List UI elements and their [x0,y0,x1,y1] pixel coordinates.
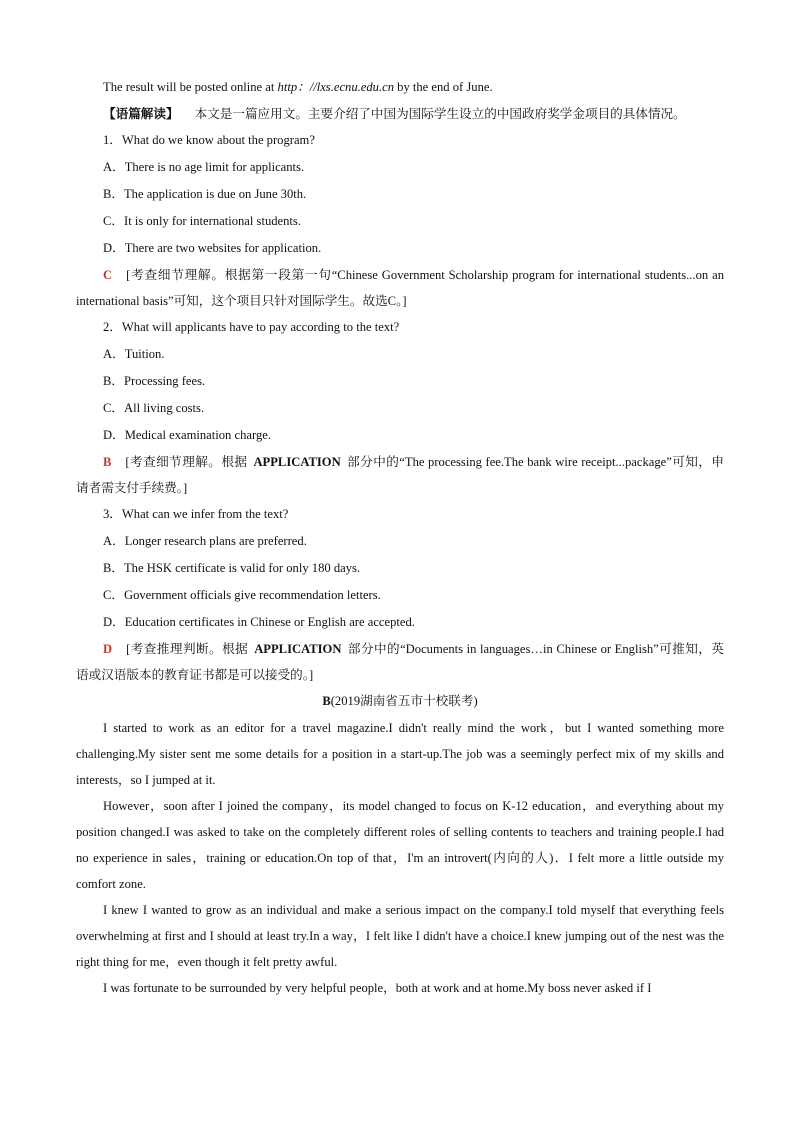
question-3 [76,501,724,688]
answer-letter: C [103,268,113,282]
result-url: http：//lxs.ecnu.edu.cn [277,80,394,94]
passage [76,715,724,1001]
question-stem: 3．What can we infer from the text? [103,507,289,521]
reading-guide [76,101,724,127]
option: C．It is only for international students. [103,214,301,228]
answer-explanation: C [考查细节理解。根据第一段第一句“Chinese Government Scholarship program for international students...on an international basis”可知，这个项目只针对国际学生。故选C。] [76,268,724,308]
section-heading [76,688,724,715]
option: D．There are two websites for application. [103,241,322,255]
answer-letter: B [103,455,112,469]
question-1 [76,127,724,314]
answer-explanation: D [考查推理判断。根据 APPLICATION 部分中的“Documents in languages…in Chinese or English”可推知，英语或汉语版本的教育证书都是可以接受的。] [76,642,724,682]
option: C．Government officials give recommendation letters. [103,588,381,602]
passage-paragraph: I started to work as an editor for a travel magazine.I didn't really mind the work，but I wanted something more challenging.My sister sent me some details for a position in a start-up.The job was a seemingly perfect mix of my skills and interests，so I jumped at it. [76,721,724,787]
question-stem: 2．What will applicants have to pay according to the text? [103,320,400,334]
option: B．Processing fees. [103,374,206,388]
question-stem: 1．What do we know about the program? [103,133,315,147]
document-content [76,74,724,1001]
option: C．All living costs. [103,401,205,415]
option: D．Medical examination charge. [103,428,271,442]
option: A．Tuition. [103,347,165,361]
result-line: The result will be posted online at http：//lxs.ecnu.edu.cn by the end of June. [103,80,493,94]
passage-paragraph: I was fortunate to be surrounded by very helpful people，both at work and at home.My boss never asked if I [103,981,652,995]
option: B．The HSK certificate is valid for only 180 days. [103,561,361,575]
answer-explanation: B [考查细节理解。根据 APPLICATION 部分中的“The processing fee.The bank wire receipt...package”可知，申请者需支付手续费。] [76,455,724,495]
section-source: (2019湖南省五市十校联考) [330,694,478,708]
question-2 [76,314,724,501]
option: A．Longer research plans are preferred. [103,534,307,548]
passage-paragraph: However，soon after I joined the company，its model changed to focus on K-12 education，and everything about my position changed.I was asked to take on the completely different roles of selling contents to teachers and training people.I had no experience in sales，training or education.On top of that，I'm an introvert(内向的人)．I felt more a little outside my comfort zone. [76,799,724,891]
option: A．There is no age limit for applicants. [103,160,305,174]
option: D．Education certificates in Chinese or English are accepted. [103,615,415,629]
option: B．The application is due on June 30th. [103,187,307,201]
passage-paragraph: I knew I wanted to grow as an individual and make a serious impact on the company.I told myself that everything feels overwhelming at first and I should at least try.In a way，I felt like I didn't have a choice.I knew jumping out of the nest was the right thing for me，even though it felt pretty awful. [76,903,724,969]
section-label: B [322,694,331,708]
reading-guide-tag: 【语篇解读】 [103,107,179,121]
answer-letter: D [103,642,113,656]
reading-guide-text: 本文是一篇应用文。主要介绍了中国为国际学生设立的中国政府奖学金项目的具体情况。 [194,107,686,121]
